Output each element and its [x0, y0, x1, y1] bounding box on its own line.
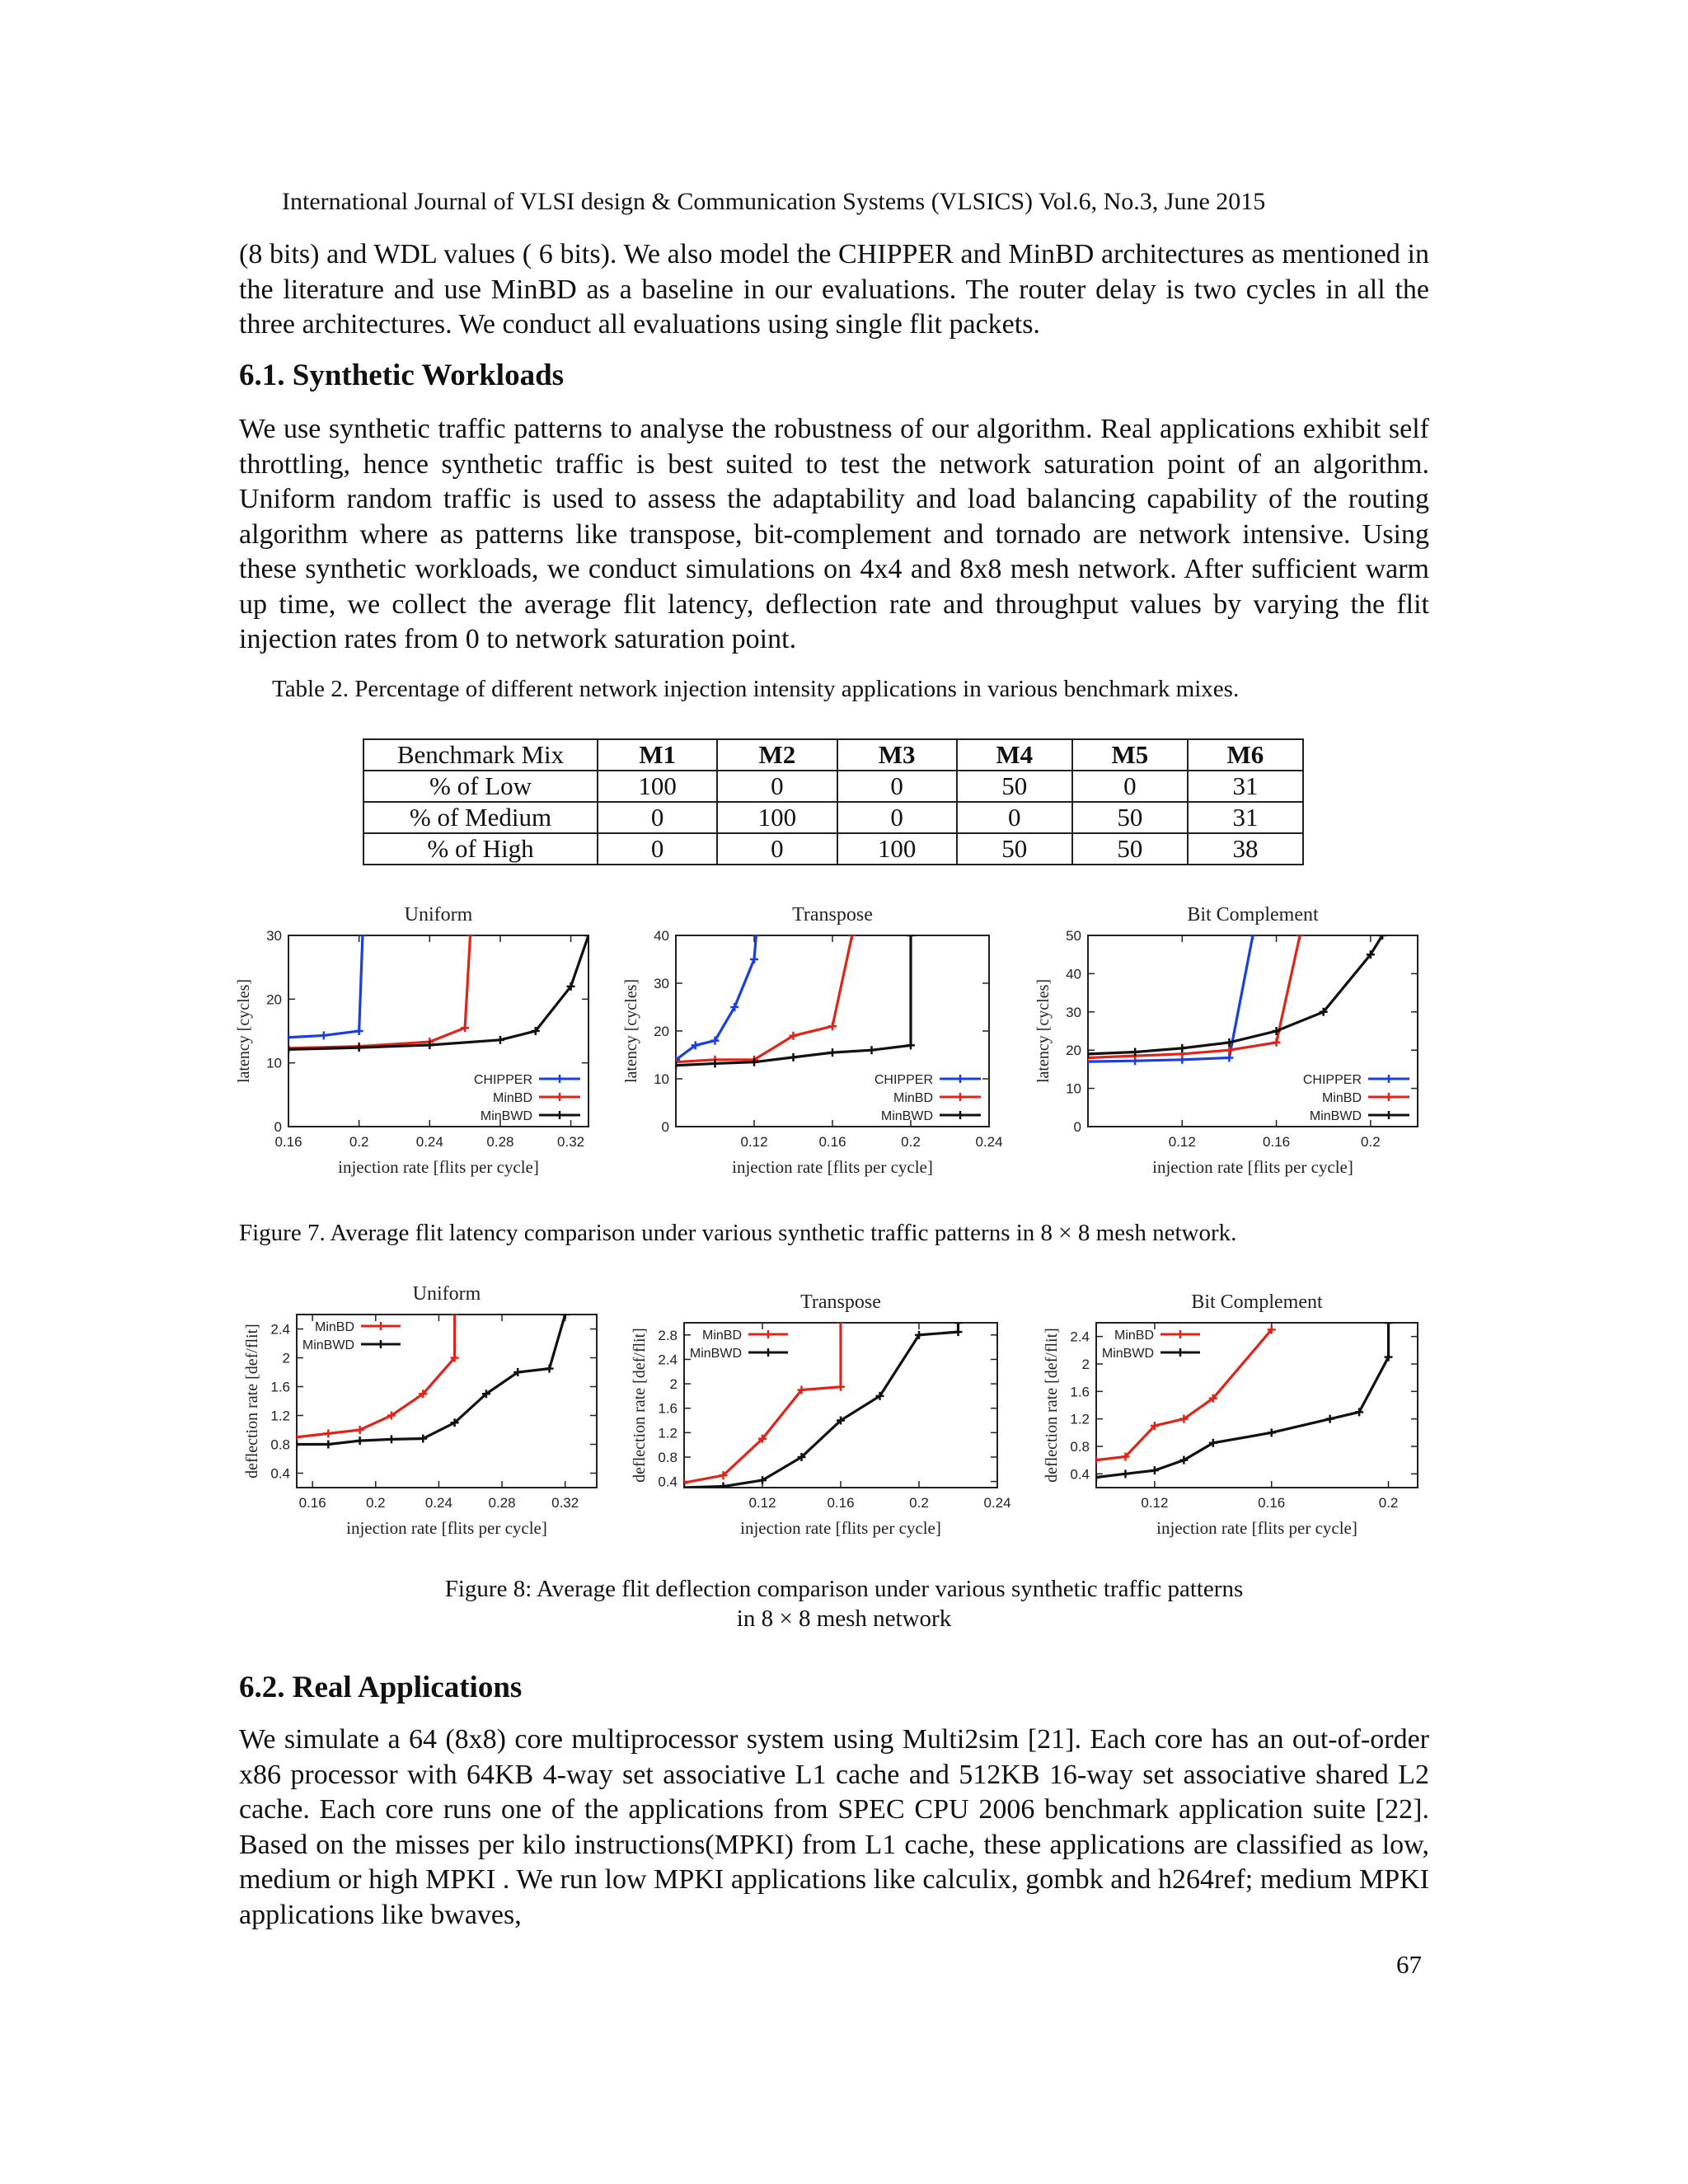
- data-point: [324, 1441, 332, 1449]
- y-tick-label: 1.2: [658, 1425, 678, 1441]
- series-group: [1092, 1319, 1393, 1482]
- x-tick-label: 0.16: [274, 1134, 302, 1150]
- table-row: [363, 833, 1303, 865]
- y-tick-label: 2.8: [658, 1327, 678, 1343]
- data-point: [467, 931, 475, 940]
- legend-label: MinBWD: [1309, 1109, 1362, 1123]
- series-line-minbwd: [676, 935, 911, 1066]
- table-cell: 50: [957, 771, 1072, 802]
- legend-marker: [956, 1075, 964, 1083]
- data-point: [1249, 931, 1257, 940]
- page-number: 67: [1396, 1950, 1422, 1979]
- y-tick-label: 30: [1066, 1004, 1081, 1020]
- figure-8-caption-line-2: in 8 × 8 mesh network: [736, 1605, 952, 1632]
- legend-marker: [377, 1322, 385, 1330]
- data-point: [750, 955, 758, 963]
- x-tick-label: 0.12: [740, 1134, 768, 1150]
- data-point: [356, 1436, 364, 1445]
- series-line-minbd: [1088, 935, 1300, 1057]
- x-axis-label: injection rate [flits per cycle]: [346, 1518, 547, 1538]
- table-cell: 38: [1188, 833, 1303, 865]
- data-point: [1326, 1415, 1334, 1423]
- y-tick-label: 2.4: [1070, 1329, 1090, 1345]
- legend-marker: [764, 1348, 772, 1357]
- section-6-1-title: 6.1. Synthetic Workloads: [239, 359, 565, 392]
- legend-label: MinBD: [492, 1091, 532, 1105]
- y-tick-label: 0: [1073, 1119, 1081, 1135]
- data-point: [1151, 1466, 1159, 1474]
- data-point: [837, 1319, 845, 1327]
- y-tick-label: 1.2: [1070, 1411, 1090, 1427]
- data-point: [954, 1328, 963, 1336]
- y-axis-label: deflection rate [def/flit]: [1043, 1328, 1061, 1483]
- series-group: [1084, 931, 1386, 1066]
- data-point: [359, 931, 367, 940]
- y-axis-label: deflection rate [def/flit]: [631, 1328, 649, 1483]
- data-point: [355, 1027, 363, 1035]
- figure-8-deflection-charts: [239, 1273, 1442, 1562]
- legend-label: CHIPPER: [473, 1073, 532, 1087]
- x-tick-label: 0.2: [365, 1495, 386, 1511]
- x-tick-label: 0.2: [1361, 1134, 1381, 1150]
- y-tick-label: 30: [266, 928, 282, 944]
- chart-panel: [1034, 904, 1418, 1177]
- x-tick-label: 0.2: [909, 1495, 929, 1511]
- y-tick-label: 1.6: [658, 1400, 678, 1417]
- figure-8-caption-line-1: Figure 8: Average flit deflection comparison under various synthetic traffic patterns: [444, 1576, 1244, 1602]
- legend-label: CHIPPER: [1302, 1073, 1362, 1087]
- table-cell: 0: [1072, 771, 1188, 802]
- table-cell: 0: [717, 833, 837, 865]
- y-tick-label: 10: [654, 1071, 669, 1087]
- x-tick-label: 0.16: [298, 1495, 326, 1511]
- y-tick-label: 0: [661, 1119, 669, 1135]
- x-tick-label: 0.12: [1141, 1495, 1169, 1511]
- table-cell: 0: [837, 802, 957, 833]
- y-tick-label: 2: [1081, 1357, 1090, 1372]
- legend-label: MinBD: [893, 1091, 933, 1105]
- x-tick-label: 0.2: [349, 1134, 369, 1150]
- data-point: [561, 1310, 570, 1319]
- legend-marker: [377, 1340, 385, 1348]
- x-tick-label: 0.28: [486, 1134, 514, 1150]
- data-point: [1225, 1053, 1233, 1062]
- series-group: [672, 931, 915, 1070]
- series-group: [680, 1319, 963, 1492]
- table-row: [363, 771, 1303, 802]
- data-point: [837, 1383, 845, 1391]
- table-cell: 0: [957, 802, 1072, 833]
- chart-title: Uniform: [412, 1283, 481, 1305]
- data-point: [1268, 1428, 1276, 1436]
- y-tick-label: 20: [654, 1024, 669, 1039]
- data-point: [1385, 1319, 1393, 1327]
- table-cell: % of High: [363, 833, 598, 865]
- data-point: [293, 1433, 301, 1441]
- y-tick-label: 1.6: [270, 1379, 290, 1395]
- table-header-cell: M2: [717, 739, 837, 771]
- y-tick-label: 2: [282, 1350, 290, 1366]
- data-point: [1121, 1469, 1129, 1478]
- x-tick-label: 0.24: [415, 1134, 443, 1150]
- y-tick-label: 0.8: [1070, 1439, 1090, 1455]
- data-point: [451, 1310, 459, 1319]
- y-tick-label: 1.6: [1070, 1384, 1090, 1400]
- data-point: [496, 1036, 504, 1044]
- legend-marker: [764, 1330, 772, 1338]
- chart-panel: [1043, 1291, 1418, 1538]
- y-axis-label: deflection rate [def/flit]: [243, 1324, 261, 1479]
- legend-label: MinBD: [701, 1329, 742, 1343]
- series-group: [284, 931, 593, 1053]
- x-axis-label: injection rate [flits per cycle]: [740, 1518, 941, 1538]
- figure-7-latency-charts: [235, 894, 1442, 1199]
- y-tick-label: 2: [669, 1376, 678, 1393]
- chart-panel: [631, 1291, 1011, 1538]
- legend-label: MinBD: [1114, 1329, 1154, 1343]
- x-tick-label: 0.12: [748, 1495, 776, 1511]
- section-6-1-paragraph: We use synthetic traffic patterns to analyse the robustness of our algorithm. Real applications exhibit self throttling, hence synthetic traffic is best suited to test the network saturation point of an algorithm. Uniform random traffic is used to assess the adaptability and load balancing capability of the routing algorithm where as patterns like transpose, bit-complement and tornado are network intensive. Using these synthetic workloads, we conduct simulations on 4x4 and 8x8 mesh network. After sufficient warm up time, we collect the average flit latency, deflection rate and throughput values by varying the flit injection rates from 0 to network saturation point.: [239, 414, 1429, 654]
- legend-marker: [1176, 1348, 1184, 1357]
- data-point: [720, 1483, 728, 1491]
- y-tick-label: 10: [1066, 1080, 1081, 1097]
- x-tick-label: 0.28: [488, 1495, 516, 1511]
- table-cell: 0: [717, 771, 837, 802]
- x-tick-label: 0.16: [827, 1495, 855, 1511]
- y-tick-label: 50: [1066, 928, 1081, 944]
- legend-label: MinBWD: [689, 1347, 742, 1361]
- data-point: [868, 1046, 876, 1054]
- table-header-cell: M6: [1188, 739, 1303, 771]
- x-axis-label: injection rate [flits per cycle]: [732, 1157, 933, 1177]
- y-tick-label: 20: [266, 991, 282, 1008]
- data-point: [828, 1048, 837, 1057]
- legend-marker: [556, 1075, 564, 1083]
- table-header-cell: M3: [837, 739, 957, 771]
- x-axis-label: injection rate [flits per cycle]: [1152, 1157, 1353, 1177]
- data-point: [752, 931, 760, 940]
- y-tick-label: 20: [1066, 1043, 1081, 1059]
- section-6-2-paragraph: We simulate a 64 (8x8) core multiprocessor system using Multi2sim [21]. Each core has an out-of-order x86 processor with 64KB 4-way set associative L1 cache and 512KB 16-way set associative shared L2 cache. Each core runs one of the applications from SPEC CPU 2006 benchmark application suite [22]. Based on the misses per kilo instructions(MPKI) from L1 cache, these applications are classified as low, medium or high MPKI . We run low MPKI applications like calculix, gombk and h264ref; medium MPKI applications like bwaves,: [239, 1724, 1429, 1930]
- series-line-chipper: [288, 935, 363, 1038]
- y-tick-label: 40: [1066, 966, 1081, 982]
- chart-title: Bit Complement: [1187, 904, 1319, 926]
- y-tick-label: 30: [654, 976, 669, 991]
- legend-label: MinBWD: [480, 1109, 532, 1123]
- data-point: [355, 1043, 363, 1052]
- y-tick-label: 0.8: [270, 1436, 290, 1453]
- table-cell: 0: [598, 802, 717, 833]
- table-cell: 100: [837, 833, 957, 865]
- journal-header: International Journal of VLSI design & Communication Systems (VLSICS) Vol.6, No.3, June 2015: [282, 188, 1266, 215]
- data-point: [320, 1031, 328, 1039]
- table-header-cell: M5: [1072, 739, 1188, 771]
- table-cell: 100: [717, 802, 837, 833]
- y-tick-label: 10: [266, 1055, 282, 1071]
- data-point: [584, 931, 593, 940]
- series-line-minbwd: [288, 935, 588, 1049]
- y-axis-label: latency [cycles]: [235, 978, 253, 1084]
- data-point: [1092, 1456, 1100, 1465]
- x-tick-label: 0.2: [1378, 1495, 1399, 1511]
- x-axis-label: injection rate [flits per cycle]: [1156, 1518, 1357, 1538]
- table-2-caption: Table 2. Percentage of different network injection intensity applications in various benchmark mixes.: [272, 676, 1240, 702]
- series-line-minbd: [288, 935, 471, 1048]
- legend-marker: [956, 1111, 964, 1119]
- data-point: [356, 1426, 364, 1434]
- data-point: [293, 1441, 301, 1449]
- table-header-cell: M1: [598, 739, 717, 771]
- y-axis-label: latency [cycles]: [1034, 978, 1053, 1084]
- table-cell: 50: [1072, 802, 1188, 833]
- data-point: [1273, 1038, 1281, 1047]
- data-point: [284, 1045, 293, 1053]
- x-tick-label: 0.16: [1258, 1495, 1286, 1511]
- x-tick-label: 0.24: [975, 1134, 1003, 1150]
- y-tick-label: 0.8: [658, 1449, 678, 1465]
- y-tick-label: 2.4: [658, 1352, 678, 1368]
- legend-marker: [1385, 1075, 1393, 1083]
- table-cell: 0: [837, 771, 957, 802]
- legend-label: MinBWD: [1101, 1347, 1154, 1361]
- legend-marker: [956, 1093, 964, 1101]
- chart-title: Bit Complement: [1191, 1291, 1323, 1313]
- y-tick-label: 40: [654, 928, 669, 944]
- table-cell: 50: [957, 833, 1072, 865]
- x-tick-label: 0.24: [424, 1495, 452, 1511]
- data-point: [1296, 931, 1304, 940]
- data-point: [546, 1365, 554, 1373]
- chart-panel: [622, 904, 1003, 1177]
- table-cell: 0: [598, 833, 717, 865]
- legend-marker: [556, 1093, 564, 1101]
- data-point: [848, 931, 856, 940]
- legend-label: MinBD: [314, 1320, 354, 1334]
- intro-paragraph: (8 bits) and WDL values ( 6 bits). We also model the CHIPPER and MinBD architectures as mentioned in the literature and use MinBD as a baseline in our evaluations. The router delay is two cycles in all the three architectures. We conduct all evaluations using single flit packets.: [239, 239, 1429, 340]
- table-header-cell: M4: [957, 739, 1072, 771]
- chart-title: Uniform: [404, 904, 473, 926]
- y-tick-label: 0.4: [270, 1465, 290, 1482]
- chart-title: Transpose: [800, 1291, 881, 1313]
- data-point: [461, 1024, 469, 1032]
- x-tick-label: 0.16: [818, 1134, 846, 1150]
- y-tick-label: 1.2: [270, 1408, 290, 1424]
- table-row: [363, 802, 1303, 833]
- y-tick-label: 0: [274, 1119, 282, 1135]
- table-header-row: [363, 739, 1303, 771]
- data-point: [284, 1033, 293, 1042]
- x-tick-label: 0.12: [1168, 1134, 1196, 1150]
- legend-marker: [556, 1111, 564, 1119]
- x-tick-label: 0.24: [983, 1495, 1011, 1511]
- x-tick-label: 0.2: [901, 1134, 921, 1150]
- table-cell: % of Low: [363, 771, 598, 802]
- chart-panel: [235, 904, 593, 1177]
- legend-marker: [1385, 1111, 1393, 1119]
- legend-label: CHIPPER: [874, 1073, 933, 1087]
- x-tick-label: 0.32: [557, 1134, 585, 1150]
- table-cell: 100: [598, 771, 717, 802]
- x-tick-label: 0.16: [1263, 1134, 1291, 1150]
- legend-marker: [1176, 1330, 1184, 1338]
- legend-label: MinBWD: [880, 1109, 933, 1123]
- legend-marker: [1385, 1093, 1393, 1101]
- section-6-2-title: 6.2. Real Applications: [239, 1671, 523, 1704]
- y-tick-label: 0.4: [1070, 1466, 1090, 1483]
- figure-7-caption: Figure 7. Average flit latency comparison under various synthetic traffic patterns in 8 × 8 mesh network.: [239, 1220, 1237, 1246]
- legend-label: MinBD: [1321, 1091, 1362, 1105]
- data-point: [828, 1022, 837, 1030]
- data-point: [1178, 1044, 1186, 1052]
- data-point: [954, 1319, 963, 1327]
- data-point: [387, 1435, 396, 1443]
- legend-label: MinBWD: [302, 1338, 354, 1352]
- table-cell: 50: [1072, 833, 1188, 865]
- data-point: [790, 1053, 798, 1062]
- data-point: [680, 1483, 688, 1492]
- table-header-cell: Benchmark Mix: [363, 739, 598, 771]
- series-line-minbwd: [1088, 935, 1382, 1054]
- y-tick-label: 2.4: [270, 1321, 290, 1338]
- data-point: [907, 931, 915, 940]
- table-cell: 31: [1188, 771, 1303, 802]
- chart-panel: [243, 1283, 597, 1538]
- data-point: [324, 1429, 332, 1437]
- data-point: [907, 1041, 915, 1049]
- table-cell: 31: [1188, 802, 1303, 833]
- y-tick-label: 0.4: [658, 1474, 678, 1490]
- y-axis-label: latency [cycles]: [622, 978, 640, 1084]
- x-tick-label: 0.32: [551, 1495, 579, 1511]
- benchmark-mix-table: [363, 738, 1304, 865]
- x-axis-label: injection rate [flits per cycle]: [338, 1157, 539, 1177]
- chart-title: Transpose: [792, 904, 873, 926]
- table-cell: % of Medium: [363, 802, 598, 833]
